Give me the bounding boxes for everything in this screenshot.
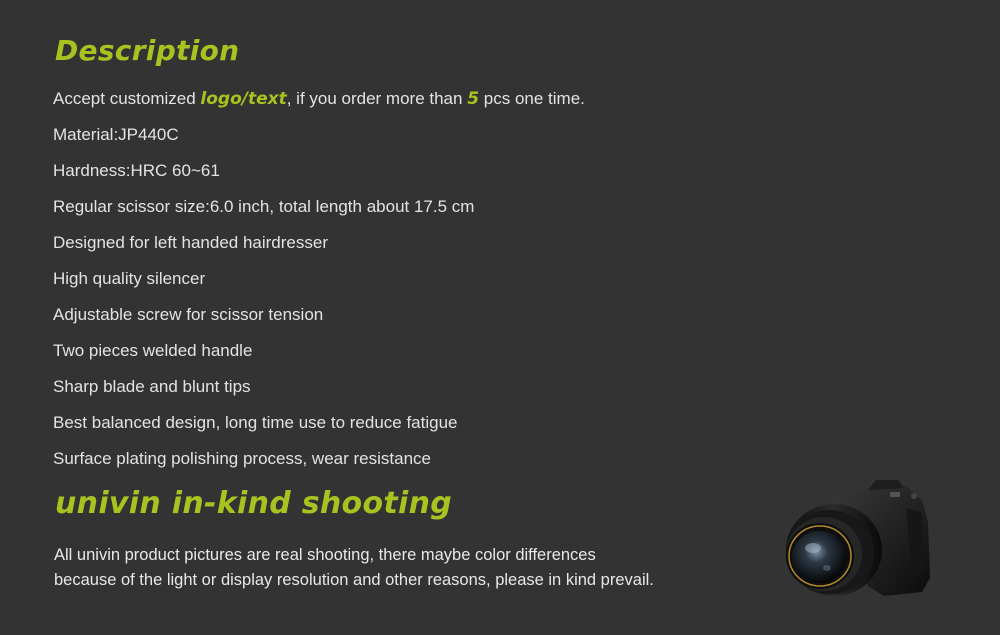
description-heading: Description: [55, 34, 240, 67]
list-item: High quality silencer: [53, 269, 206, 288]
intro-line: [53, 85, 585, 121]
list-item: Sharp blade and blunt tips: [53, 377, 251, 396]
intro-text-before: Accept customized: [53, 89, 201, 108]
intro-text-middle: , if you order more than: [286, 89, 468, 108]
list-item: Hardness:HRC 60~61: [53, 161, 220, 180]
list-item: Two pieces welded handle: [53, 341, 253, 360]
shooting-heading: univin in-kind shooting: [55, 486, 453, 521]
list-item: Best balanced design, long time use to reduce fatigue: [53, 413, 458, 432]
camera-icon: [772, 478, 936, 602]
quantity-highlight: 5: [467, 89, 480, 109]
list-item: Regular scissor size:6.0 inch, total length about 17.5 cm: [53, 197, 475, 216]
description-list: [53, 85, 585, 481]
shooting-note-line: because of the light or display resolution and other reasons, please in kind prevail.: [54, 571, 654, 589]
list-item: Adjustable screw for scissor tension: [53, 305, 324, 324]
shooting-note: [54, 543, 754, 593]
shooting-note-line: All univin product pictures are real shooting, there maybe color differences: [54, 546, 596, 564]
logo-text-highlight: logo/text: [200, 89, 287, 109]
list-item: Surface plating polishing process, wear resistance: [53, 449, 431, 468]
list-item: Material:JP440C: [53, 125, 179, 144]
list-item: Designed for left handed hairdresser: [53, 233, 328, 252]
intro-text-after: pcs one time.: [479, 89, 585, 108]
